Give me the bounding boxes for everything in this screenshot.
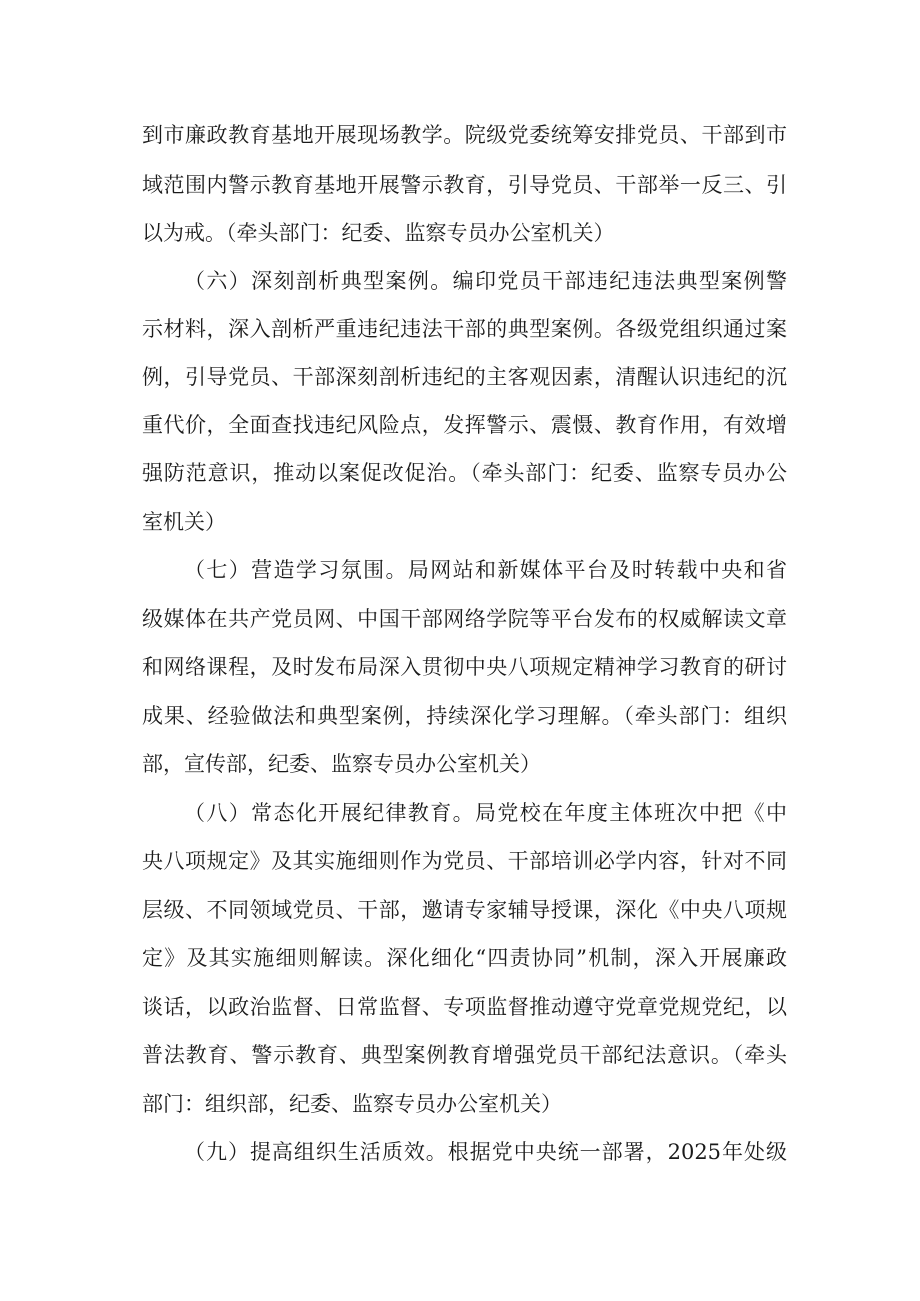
paragraph-six-line-1: （六）深刻剖析典型案例。编印党员干部违纪违法典型案例警 bbox=[184, 269, 787, 293]
paragraph-nine-line-1: （九）提高组织生活质效。根据党中央统一部署，2025年处级 bbox=[184, 1140, 787, 1164]
paragraph-eight-line-2: 央八项规定》及其实施细则作为党员、干部培训必学内容，针对不同 bbox=[142, 849, 787, 873]
paragraph-continued-line-3: 以为戒。（牵头部门：纪委、监察专员办公室机关） bbox=[142, 221, 615, 245]
paragraph-eight-line-6: 普法教育、警示教育、典型案例教育增强党员干部纪法意识。（牵头 bbox=[142, 1043, 787, 1067]
paragraph-eight-line-4: 定》及其实施细则解读。深化细化“四责协同”机制，深入开展廉政 bbox=[142, 946, 787, 970]
paragraph-six-line-5: 强防范意识，推动以案促改促治。（牵头部门：纪委、监察专员办公 bbox=[142, 461, 787, 485]
paragraph-six-line-3: 例，引导党员、干部深刻剖析违纪的主客观因素，清醒认识违纪的沉 bbox=[142, 365, 787, 389]
paragraph-eight-line-7: 部门：组织部，纪委、监察专员办公室机关） bbox=[142, 1092, 562, 1116]
paragraph-six-line-4: 重代价，全面查找违纪风险点，发挥警示、震慑、教育作用，有效增 bbox=[142, 413, 787, 437]
paragraph-six-line-2: 示材料，深入剖析严重违纪违法干部的典型案例。各级党组织通过案 bbox=[142, 317, 787, 341]
paragraph-continued-line-2: 域范围内警示教育基地开展警示教育，引导党员、干部举一反三、引 bbox=[142, 173, 787, 197]
paragraph-eight-line-3: 层级、不同领域党员、干部，邀请专家辅导授课，深化《中央八项规 bbox=[142, 898, 787, 922]
paragraph-continued-line-1: 到市廉政教育基地开展现场教学。院级党委统筹安排党员、干部到市 bbox=[142, 123, 787, 147]
paragraph-seven-line-5: 部，宣传部，纪委、监察专员办公室机关） bbox=[142, 752, 541, 776]
paragraph-eight-line-5: 谈话，以政治监督、日常监督、专项监督推动遵守党章党规党纪，以 bbox=[142, 995, 787, 1019]
paragraph-seven-line-2: 级媒体在共产党员网、中国干部网络学院等平台发布的权威解读文章 bbox=[142, 607, 787, 631]
paragraph-eight-line-1: （八）常态化开展纪律教育。局党校在年度主体班次中把《中 bbox=[184, 801, 787, 825]
paragraph-seven-line-4: 成果、经验做法和典型案例，持续深化学习理解。（牵头部门：组织 bbox=[142, 704, 787, 728]
paragraph-six-line-6: 室机关） bbox=[142, 510, 226, 534]
paragraph-seven-line-1: （七）营造学习氛围。局网站和新媒体平台及时转载中央和省 bbox=[184, 558, 787, 582]
paragraph-seven-line-3: 和网络课程，及时发布局深入贯彻中央八项规定精神学习教育的研讨 bbox=[142, 655, 787, 679]
